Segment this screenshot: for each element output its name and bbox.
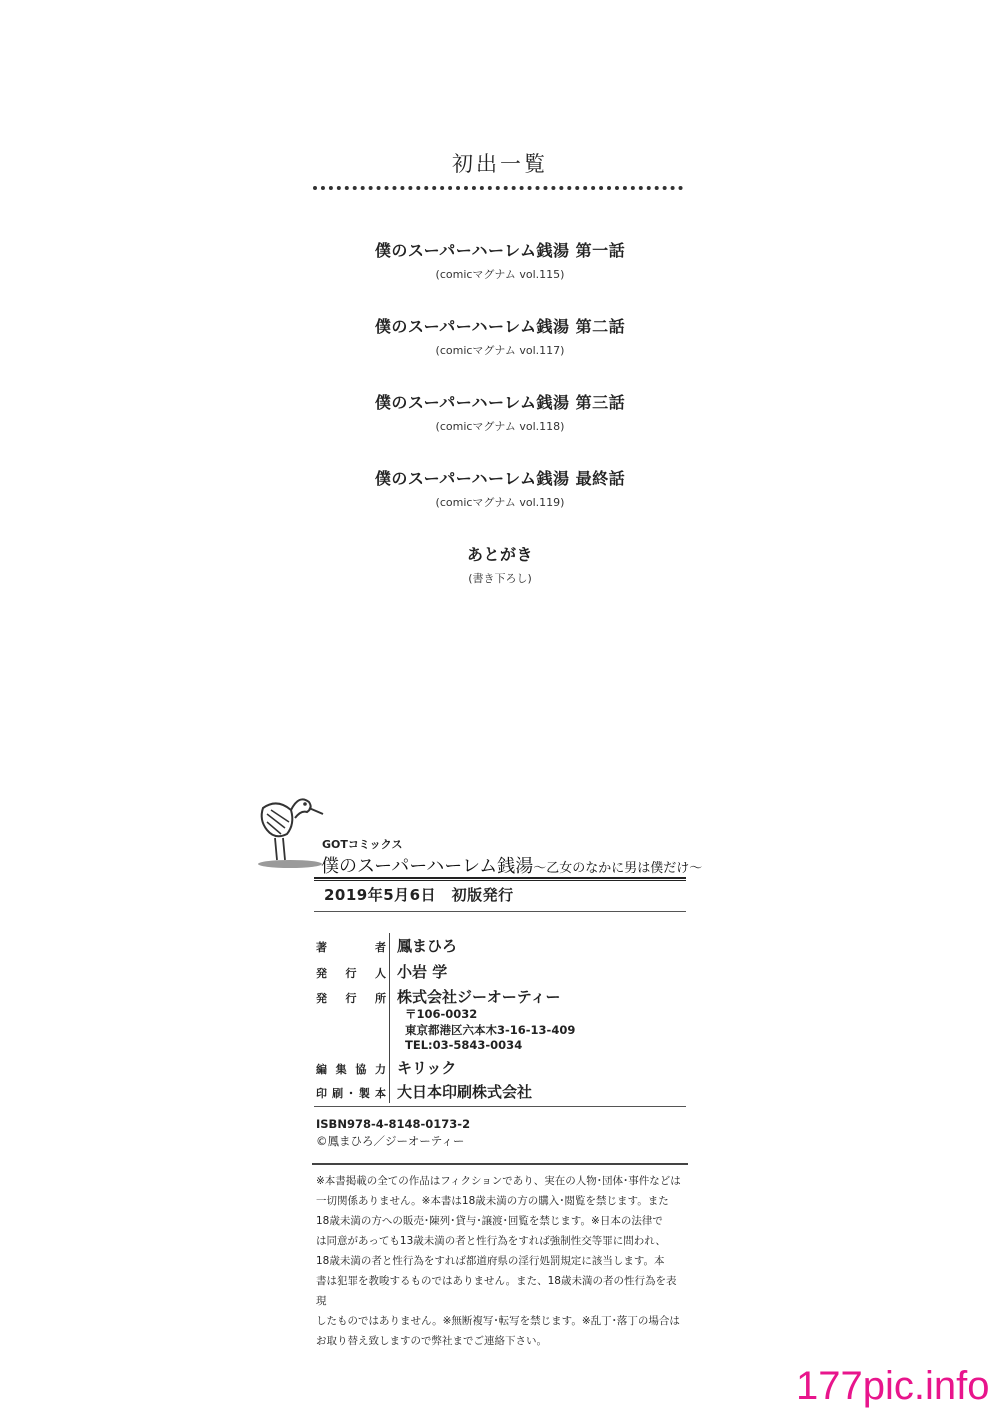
- book-title-subtitle: ～乙女のなかに男は僕だけ～: [533, 861, 703, 876]
- telephone: TEL:03-5843-0034: [405, 1038, 523, 1052]
- toc-entry-source: (comicマグナム vol.115): [435, 268, 565, 281]
- credits-divider: [314, 1106, 686, 1107]
- toc-entry-title: 僕のスーパーハーレム銭湯 第三話: [374, 393, 626, 412]
- notice-line: したものではありません。※無断複写･転写を禁じます。※乱丁･落丁の場合は: [316, 1315, 680, 1327]
- book-title: [321, 852, 702, 878]
- credits-vertical-divider: [389, 933, 390, 1103]
- address: 東京都港区六本木3-16-13-409: [405, 1023, 576, 1037]
- notice-line: 18歳未満の方への販売･陳列･貸与･譲渡･回覧を禁じます。※日本の法律で: [316, 1215, 663, 1227]
- toc-entry: [0, 390, 1000, 434]
- notice-line: は同意があっても13歳未満の者と性行為をすれば強制性交等罪に問われ、: [316, 1235, 666, 1247]
- book-title-main: 僕のスーパーハーレム銭湯: [321, 856, 534, 877]
- notice-line: 18歳未満の者と性行為をすれば都道府県の淫行処罰規定に該当します。本: [316, 1255, 665, 1267]
- editing-label: 編集協力: [316, 1063, 386, 1076]
- toc-entry-source: (comicマグナム vol.118): [435, 420, 565, 433]
- author-label: 著者: [316, 941, 386, 954]
- isbn: ISBN978-4-8148-0173-2: [316, 1117, 471, 1131]
- toc-entry-source: (書き下ろし): [468, 572, 532, 585]
- publication-date: 2019年5月6日 初版発行: [324, 886, 514, 904]
- toc-entry: [0, 542, 1000, 586]
- toc-entry-title: 僕のスーパーハーレム銭湯 第二話: [374, 317, 626, 336]
- toc-entry-source: (comicマグナム vol.117): [435, 344, 565, 357]
- publisher-label: 発行所: [316, 992, 386, 1005]
- watermark: 177pic.info: [796, 1364, 990, 1408]
- printing-label: 印刷･製本: [316, 1087, 386, 1100]
- toc-dotted-divider: [313, 186, 683, 190]
- toc-entry: [0, 314, 1000, 358]
- title-divider: [314, 877, 686, 879]
- notice-line: 一切関係ありません。※本書は18歳未満の方の購入･閲覧を禁じます。また: [316, 1195, 669, 1207]
- notice-line: お取り替え致しますので弊社までご連絡下さい。: [316, 1335, 547, 1347]
- toc-entry-title: あとがき: [466, 545, 533, 564]
- copyright: ©鳳まひろ／ジーオーティー: [316, 1134, 465, 1148]
- publisher-value: 株式会社ジーオーティー: [397, 988, 561, 1006]
- notice-line: 書は犯罪を教唆するものではありません。また、18歳未満の者の性行為を表現: [316, 1275, 677, 1307]
- postal-code: 〒106-0032: [405, 1007, 478, 1021]
- toc-entry-source: (comicマグナム vol.119): [435, 496, 565, 509]
- toc-entry-title: 僕のスーパーハーレム銭湯 第一話: [374, 241, 626, 260]
- series-label: GOTコミックス: [322, 838, 403, 851]
- toc-entry-title: 僕のスーパーハーレム銭湯 最終話: [374, 469, 626, 488]
- date-divider: [314, 911, 686, 912]
- toc-entry: [0, 466, 1000, 510]
- publisher-person-value: 小岩 学: [397, 963, 448, 981]
- legal-notice: [312, 1163, 688, 1347]
- toc-heading: 初出一覧: [452, 152, 548, 176]
- printing-value: 大日本印刷株式会社: [397, 1083, 533, 1101]
- publisher-person-label: 発行人: [316, 967, 386, 980]
- editing-value: キリック: [397, 1059, 457, 1077]
- title-divider: [314, 880, 686, 881]
- author-value: 鳳まひろ: [397, 937, 458, 955]
- bird-logo-icon: [255, 794, 325, 872]
- toc-entry: [0, 238, 1000, 282]
- notice-line: ※本書掲載の全ての作品はフィクションであり、実在の人物･団体･事件などは: [316, 1175, 681, 1187]
